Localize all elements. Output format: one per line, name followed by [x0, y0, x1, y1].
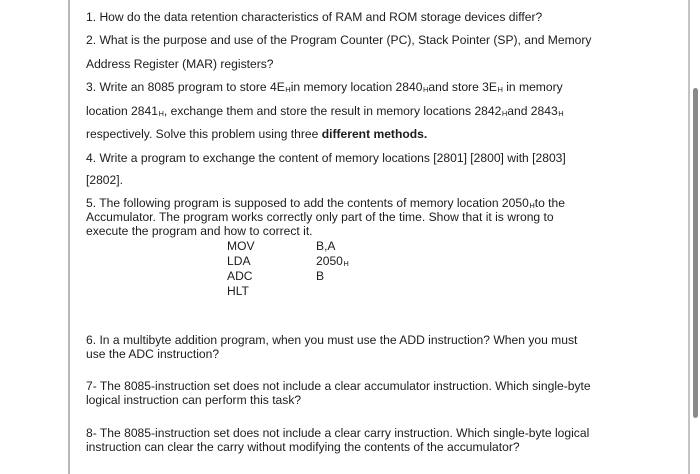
question-7-line-1: 7- The 8085-instruction set does not include a clear accumulator instruction. Which single-byte — [86, 379, 591, 393]
page-left-edge — [68, 0, 70, 474]
question-1: 1. How do the data retention characteristics of RAM and ROM storage devices differ? — [86, 10, 543, 24]
question-5-line-3: execute the program and how to correct it. — [86, 224, 313, 238]
question-6-line-2: use the ADC instruction? — [86, 347, 220, 361]
question-8-line-1: 8- The 8085-instruction set does not include a clear carry instruction. Which single-byte logical — [86, 426, 590, 440]
subscript-h: H — [285, 85, 291, 94]
subscript-h: H — [422, 85, 429, 94]
emphasis-different-methods: different methods — [321, 127, 424, 141]
question-5-line-2: Accumulator. The program works correctly only part of the time. Show that it is wrong to — [86, 210, 554, 224]
subscript-h: H — [529, 201, 535, 210]
subscript-h: H — [501, 109, 508, 118]
question-7-line-2: logical instruction can perform this task? — [86, 393, 302, 407]
question-3-line-1: 3. Write an 8085 program to store 4EHin memory location 2840Hand store 3EH in memory — [86, 80, 563, 94]
question-3-line-2: location 2841H, exchange them and store the result in memory locations 2842Hand 2843H — [86, 104, 564, 118]
question-8-line-2: instruction can clear the carry without modifying the contents of the accumulator? — [86, 440, 520, 454]
scrollbar[interactable] — [693, 88, 698, 418]
question-3-line-3: respectively. Solve this problem using three different methods. — [86, 127, 428, 141]
subscript-h: H — [558, 109, 564, 118]
subscript-h: H — [497, 85, 503, 94]
question-6-line-1: 6. In a multibyte addition program, when you must use the ADD instruction? When you must — [86, 333, 578, 347]
question-2-line-2: Address Register (MAR) registers? — [86, 57, 274, 71]
question-2-line-1: 2. What is the purpose and use of the Program Counter (PC), Stack Pointer (SP), and Memory — [86, 33, 592, 47]
subscript-h: H — [343, 259, 349, 268]
page-right-edge — [688, 0, 690, 474]
question-5-line-1: 5. The following program is supposed to add the contents of memory location 2050Hto the — [86, 196, 565, 210]
question-4-line-1: 4. Write a program to exchange the content of memory locations [2801] [2800] with [2803] — [86, 151, 566, 165]
question-4-line-2: [2802]. — [86, 173, 123, 187]
subscript-h: H — [158, 109, 164, 118]
